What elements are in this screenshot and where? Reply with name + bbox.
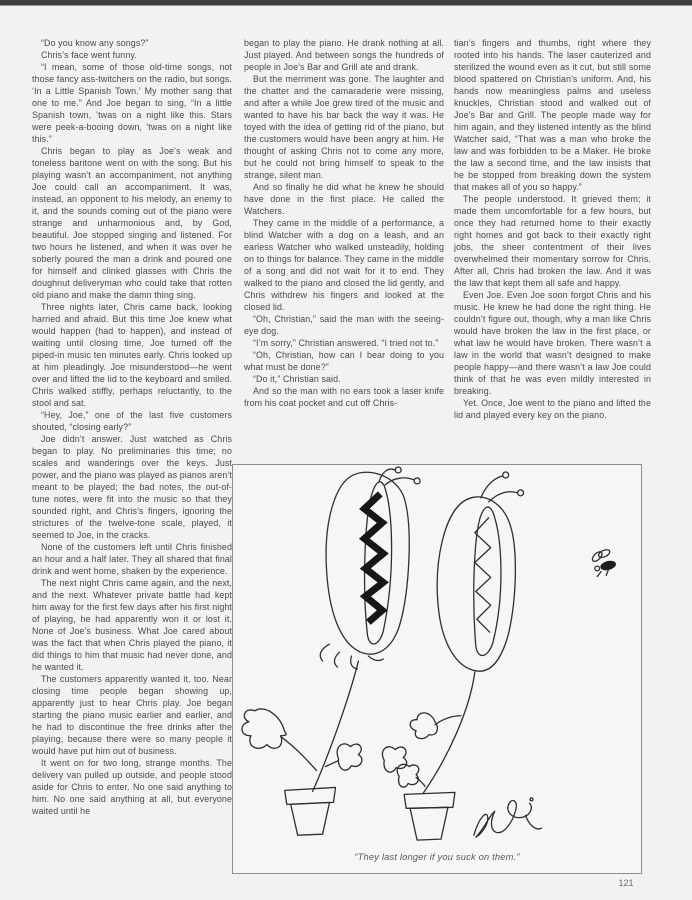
- paragraph: The people understood. It grieved them; it made them uncomfortable for a few hours, but once they had returned home to their exactly right homes and got back to their exactly right jobs, the sheer contentment of their lives overwhelmed their momentary sorrow for Chris. After all, Chris had broken the law. And it was the law that kept them all safe and happy.: [454, 194, 651, 288]
- fly-drawing: [591, 548, 617, 576]
- paragraph: It went on for two long, strange months. The delivery van pulled up outside, and people stood aside for Chris to enter. No one said anything to him. No one said anything at all, but everyone waited until he: [32, 758, 232, 816]
- paragraph: Joe didn’t answer. Just watched as Chris began to play. No preliminaries this time; no scales and wanderings over the keys. Just power, and the piano was played as pianos aren’t meant to be played; the bad notes, the out-of-tune notes, were fit into the music so that they sounded right, and Chris’s fingers, ignoring the strictures of the twelve-tone scale, played, it seemed to Joe, in the cracks.: [32, 434, 232, 540]
- venus-flytrap-right-drawing: [382, 472, 523, 793]
- paragraph: And so finally he did what he knew he should have done in the first place. He called the Watchers.: [244, 182, 444, 216]
- paragraph: Chris began to play as Joe’s weak and toneless baritone went on with the song. But his playing wasn’t an accompaniment, not anything Joe could call an accompaniment. It was, instead, an opponent to his melody, an enemy to it, and the sounds coming out of the piano were strange and unharmonious and, by God, beautiful. Joe stopped singing and listened. For two hours he listened, and when it was over he soberly poured the man a drink and poured one for himself and clinked glasses with Chris the doughnut deliveryman who could take that rotten old piano and make the damn thing sing.: [32, 146, 232, 300]
- cartoon-panel: [232, 464, 642, 874]
- paragraph: The next night Chris came again, and the next, and the next. Whatever private battle had kept him away for the first few days after his first night of playing, he had apparently won it or lost it. None of Joe’s business. What Joe cared about was the fact that when Chris played the piano, it did things to him that music had never done, and he wanted it.: [32, 578, 232, 672]
- paragraph: “Oh, Christian,” said the man with the seeing-eye dog.: [244, 314, 444, 336]
- paragraph: “Do it,” Christian said.: [253, 374, 341, 384]
- paragraph: “Oh, Christian, how can I bear doing to you what must be done?”: [244, 350, 444, 372]
- paragraph: But the merriment was gone. The laughter and the chatter and the camaraderie were missing, and after a while Joe grew tired of the music and wanted to have his bar back the way it was. He toyed with the idea of getting rid of the piano, but the customers would have been angry at him. He thought of asking Chris not to come any more, but he could not bring himself to speak to the strange, silent man.: [244, 74, 444, 180]
- paragraph: “Hey, Joe,” one of the last five customers shouted, “closing early?”: [32, 410, 232, 432]
- text-column-3: [454, 37, 651, 461]
- page-number: 121: [618, 878, 634, 888]
- paragraph: “I mean, some of those old-time songs, not those fancy ass-twitchers on the radio, but songs. ‘In a Little Spanish Town.’ My mother sang that one to me.” And Joe began to sing, “In a little Spanish town, ’twas on a night like this. Stars were peek-a-booing down, ’twas on a night like this.”: [32, 62, 232, 144]
- paragraph: And so the man with no ears took a laser knife from his coat pocket and cut off Chris-: [244, 386, 444, 408]
- venus-flytrap-left-drawing: [242, 467, 420, 791]
- paragraph: None of the customers left until Chris finished an hour and a half later. They all shared that final drink and went home, shaken by the experience.: [32, 542, 232, 576]
- artist-signature: [474, 798, 542, 837]
- paragraph: Yet. Once, Joe went to the piano and lifted the lid and played every key on the piano.: [454, 398, 651, 420]
- cartoon-drawing: [233, 465, 641, 873]
- paragraph: The customers apparently wanted it, too. Near closing time people began showing up, apparently just to hear Chris play. Joe began starting the piano music earlier and earlier, and he had to discontinue the free drinks after the playing, because there were so many people it would have put him out of business.: [32, 674, 232, 756]
- paragraph: Chris’s face went funny.: [41, 50, 137, 60]
- text-column-2: [244, 37, 444, 461]
- flower-pot-right-drawing: [404, 792, 455, 840]
- paragraph: Three nights later, Chris came back, looking harried and afraid. But this time Joe knew what would happen (had to happen), and instead of waiting until closing time, Joe turned off the piped-in music ten minutes early. Chris looked up at him pleadingly. Joe misunderstood—he went over and lifted the lid to the keyboard and smiled. Chris walked stiffly, perhaps reluctantly, to the stool and sat.: [32, 302, 232, 408]
- paragraph: Even Joe. Even Joe soon forgot Chris and his music. He knew he had done the right thing. He couldn’t figure out, though, why a man like Chris would have broken the law in the first place, or what law he would have broken. There wasn’t a law in the world that wasn’t designed to make people happy—and there wasn’t a law Joe could think of that he was even mildly interested in breaking.: [454, 290, 651, 396]
- paragraph: They came in the middle of a performance, a blind Watcher with a dog on a leash, and an earless Watcher who walked unsteadily, holding on to things for balance. They came in the middle of a song and did not wait for it to end. They walked to the piano and closed the lid gently, and Chris withdrew his fingers and looked at the closed lid.: [244, 218, 444, 312]
- flower-pot-left-drawing: [285, 787, 336, 835]
- paragraph: “Do you know any songs?”: [41, 38, 149, 48]
- scan-edge-top: [0, 0, 692, 5]
- paragraph: began to play the piano. He drank nothing at all. Just played. And between songs the hundreds of people in Joe’s Bar and Grill ate and drank.: [244, 38, 444, 72]
- paragraph: “I’m sorry,” Christian answered. “I tried not to.”: [253, 338, 439, 348]
- paragraph: tian’s fingers and thumbs, right where they rooted into his hands. The laser cauterized and sterilized the wound even as it cut, but still some blood spattered on Christian’s uniform. And, his hands now meaningless palms and useless knuckles, Christian stood and walked out of Joe’s Bar and Grill. The people made way for him again, and they listened intently as the blind Watcher said, “That was a man who broke the law and was forbidden to be a Maker. He broke the law a second time, and the law insists that he be stopped from breaking down the system that makes all of you so happy.”: [454, 38, 651, 192]
- text-column-1: [32, 37, 232, 875]
- cartoon-caption: “They last longer if you suck on them.”: [354, 852, 520, 862]
